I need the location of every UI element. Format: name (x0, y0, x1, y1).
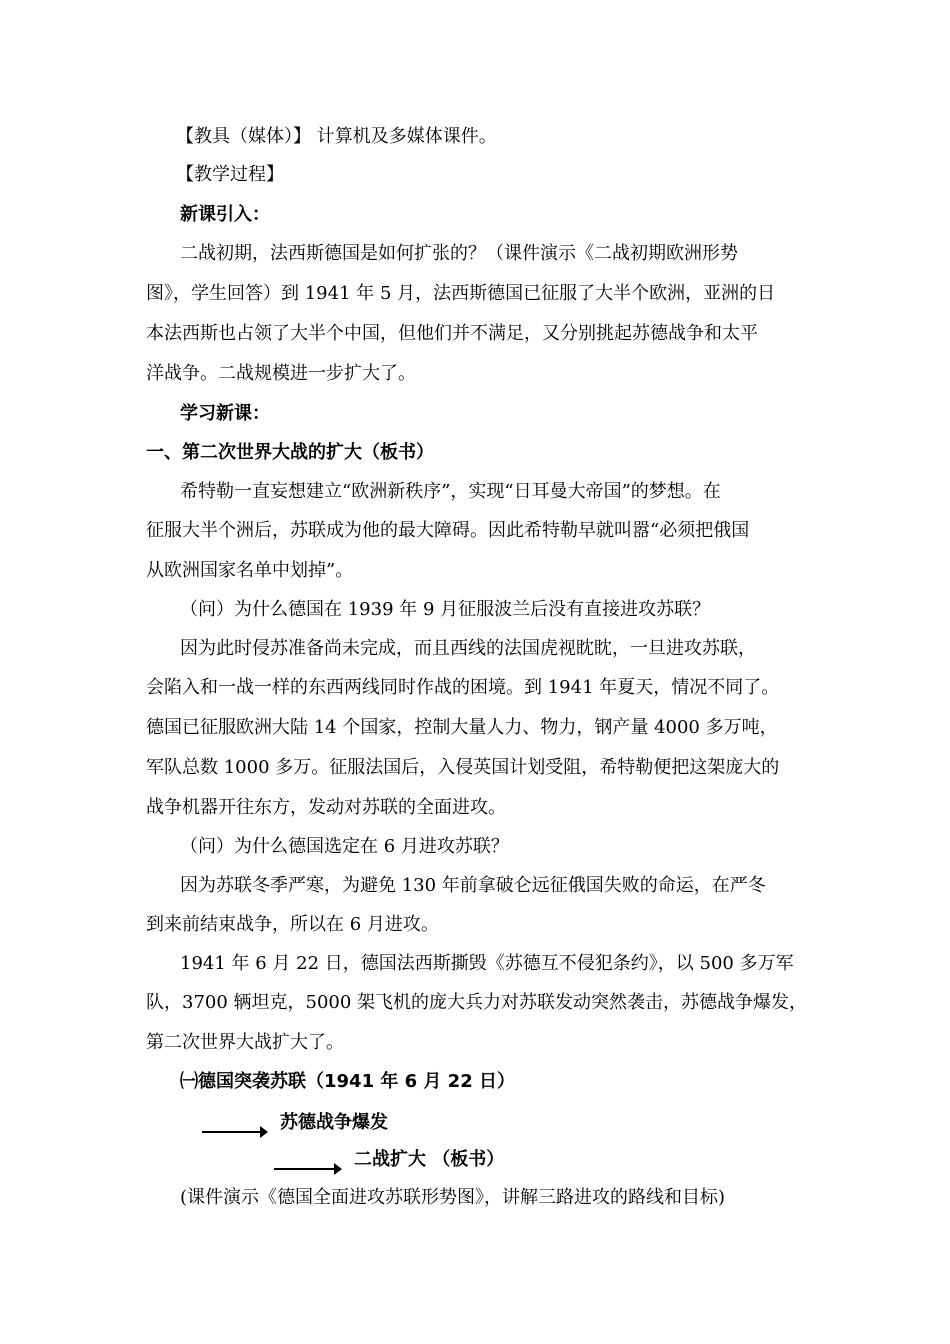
paragraph-line: 从欧洲国家名单中划掉”。 (146, 560, 354, 581)
paragraph-line: 图》，学生回答）到 1941 年 5 月，法西斯德国已征服了大半个欧洲，亚洲的日 (146, 283, 776, 304)
teaching-aids-line: 【教具（媒体）】 计算机及多媒体课件。 (176, 126, 497, 147)
paragraph-line: 队，3700 辆坦克，5000 架飞机的庞大兵力对苏联发动突然袭击，苏德战争爆发， (146, 992, 808, 1013)
paragraph-line: 到来前结束战争，所以在 6 月进攻。 (146, 914, 439, 935)
paragraph-line: 希特勒一直妄想建立“欧洲新秩序”，实现“日耳曼大帝国”的梦想。在 (180, 481, 721, 502)
board-note-war-outbreak: 苏德战争爆发 (280, 1112, 388, 1133)
paragraph-line: 会陷入和一战一样的东西两线同时作战的困境。到 1941 年夏天，情况不同了。 (146, 677, 780, 698)
paragraph-line: 德国已征服欧洲大陆 14 个国家，控制大量人力、物力，钢产量 4000 多万吨， (146, 717, 778, 738)
question-line: （问）为什么德国选定在 6 月进攻苏联？ (180, 836, 509, 857)
paragraph-line: 军队总数 1000 多万。征服法国后，入侵英国计划受阻，希特勒便把这架庞大的 (146, 757, 780, 778)
board-note-war-expands: 二战扩大 （板书） (354, 1149, 505, 1170)
arrow-icon (202, 1131, 266, 1133)
paragraph-line: 洋战争。二战规模进一步扩大了。 (146, 363, 416, 384)
courseware-note: (课件演示《德国全面进攻苏联形势图》，讲解三路进攻的路线和目标) (180, 1187, 726, 1208)
new-lesson-heading: 学习新课： (180, 403, 270, 424)
intro-heading: 新课引入： (180, 204, 270, 225)
section-heading: 一、第二次世界大战的扩大（板书） (146, 442, 434, 463)
paragraph-line: 二战初期，法西斯德国是如何扩张的？（课件演示《二战初期欧洲形势 (180, 243, 738, 264)
paragraph-line: 1941 年 6 月 22 日，德国法西斯撕毁《苏德互不侵犯条约》，以 500 多万军 (180, 953, 794, 974)
paragraph-line: 因为苏联冬季严寒，为避免 130 年前拿破仑远征俄国失败的命运，在严冬 (180, 875, 766, 896)
teaching-process-heading: 【教学过程】 (176, 164, 284, 185)
paragraph-line: 第二次世界大战扩大了。 (146, 1032, 344, 1053)
paragraph-line: 本法西斯也占领了大半个中国，但他们并不满足，又分别挑起苏德战争和太平 (146, 323, 758, 344)
paragraph-line: 征服大半个洲后，苏联成为他的最大障碍。因此希特勒早就叫嚣“必须把俄国 (146, 520, 750, 541)
subsection-heading: ㈠德国突袭苏联（1941 年 6 月 22 日） (180, 1071, 516, 1092)
arrow-icon (274, 1168, 340, 1170)
question-line: （问）为什么德国在 1939 年 9 月征服波兰后没有直接进攻苏联？ (180, 599, 711, 620)
paragraph-line: 战争机器开往东方，发动对苏联的全面进攻。 (146, 797, 506, 818)
paragraph-line: 因为此时侵苏准备尚未完成，而且西线的法国虎视眈眈，一旦进攻苏联， (180, 638, 756, 659)
